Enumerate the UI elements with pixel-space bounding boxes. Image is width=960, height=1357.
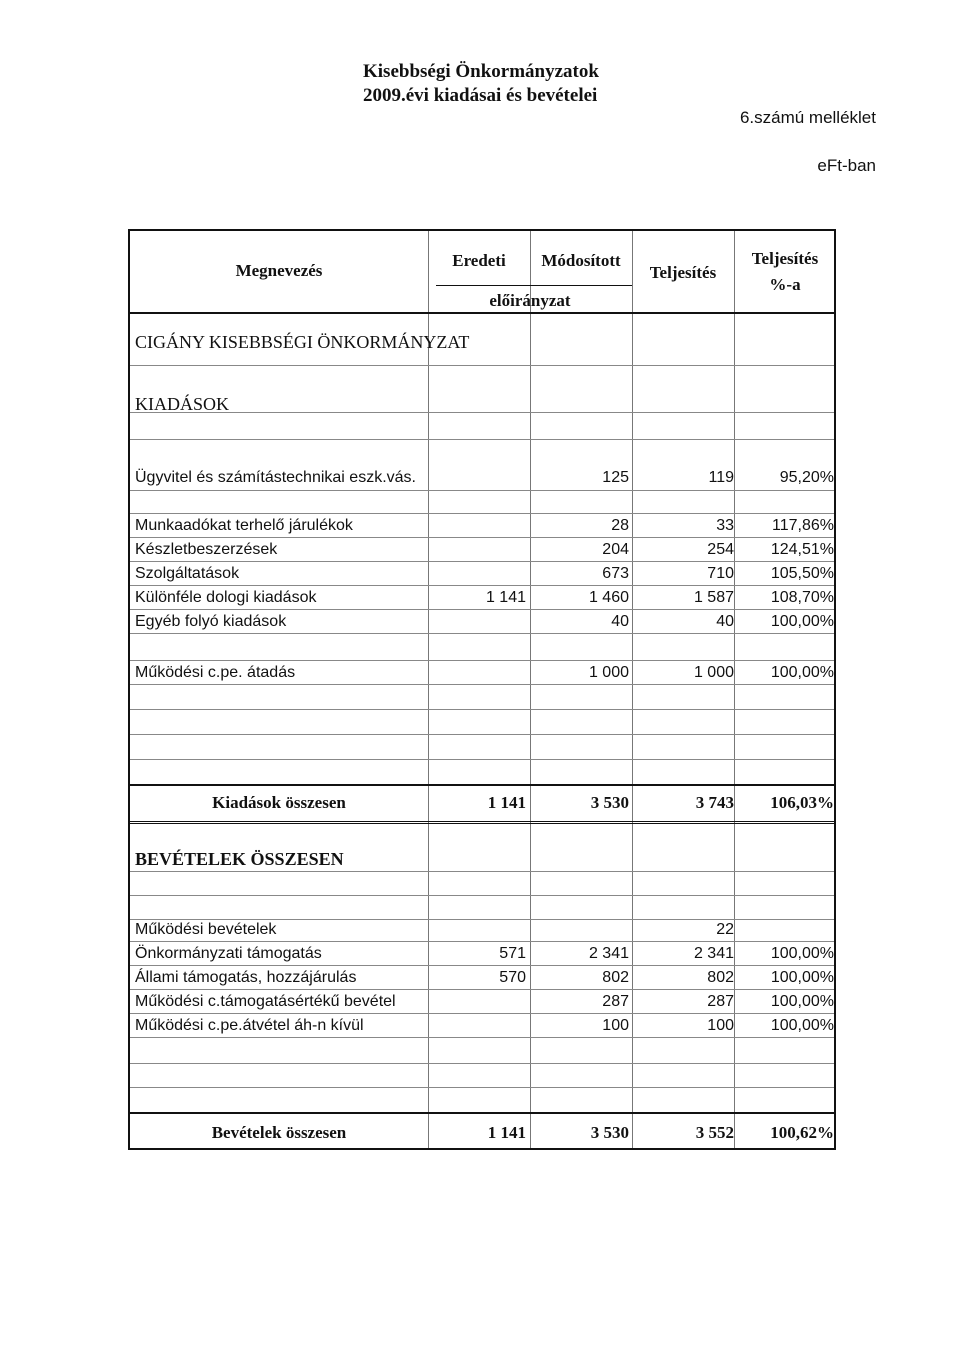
- row-rule: [130, 871, 834, 872]
- row-percent: 105,50%: [770, 565, 834, 582]
- row-label: Működési c.támogatásértékű bevétel: [135, 993, 396, 1010]
- expense-total-row: [130, 792, 834, 814]
- unit-label: eFt-ban: [817, 156, 876, 175]
- row-percent: 117,86%: [772, 517, 834, 534]
- row-actual: 40: [716, 613, 734, 630]
- row-percent: 100,00%: [770, 969, 834, 986]
- row-percent: 100,00%: [770, 613, 834, 630]
- table-row: [130, 611, 834, 633]
- section-expenses: KIADÁSOK: [135, 394, 229, 414]
- row-rule: [130, 759, 834, 760]
- table-row: [130, 539, 834, 561]
- table-row: [130, 943, 834, 965]
- row-actual: 287: [707, 993, 734, 1010]
- row-modified: 1 000: [588, 664, 629, 681]
- row-rule: [130, 1087, 834, 1088]
- total-rule-top: [130, 1112, 834, 1114]
- header-name: Megnevezés: [235, 261, 323, 280]
- row-rule: [130, 585, 834, 586]
- header-group: előirányzat: [489, 291, 571, 310]
- total-percent: 106,03%: [770, 793, 834, 812]
- row-rule: [130, 660, 834, 661]
- row-actual: 802: [707, 969, 734, 986]
- table-row: [130, 662, 834, 684]
- annex-label: 6.számú melléklet: [739, 108, 876, 127]
- row-actual: 2 341: [693, 945, 734, 962]
- row-rule: [130, 365, 834, 366]
- total-actual: 3 743: [695, 793, 734, 812]
- row-rule: [130, 709, 834, 710]
- row-actual: 1 000: [693, 664, 734, 681]
- table-row: [130, 587, 834, 609]
- row-label: Állami támogatás, hozzájárulás: [135, 969, 357, 986]
- row-modified: 204: [602, 541, 629, 558]
- total-actual: 3 552: [695, 1123, 734, 1142]
- row-rule: [130, 941, 834, 942]
- row-modified: 100: [602, 1017, 629, 1034]
- row-rule: [130, 989, 834, 990]
- header-original: Eredeti: [452, 251, 506, 270]
- header-percent-2: %-a: [769, 275, 801, 294]
- section-org: CIGÁNY KISEBBSÉGI ÖNKORMÁNYZAT: [135, 332, 470, 352]
- row-label: Működési c.pe. átadás: [135, 664, 296, 681]
- header-group-rule: [436, 285, 632, 286]
- row-actual: 100: [707, 1017, 734, 1034]
- total-rule-top: [130, 784, 834, 786]
- row-label: Működési bevételek: [135, 921, 277, 938]
- row-modified: 802: [602, 969, 629, 986]
- row-actual: 254: [707, 541, 734, 558]
- row-actual: 33: [716, 517, 734, 534]
- row-modified: 2 341: [588, 945, 629, 962]
- row-modified: 673: [602, 565, 629, 582]
- total-original: 1 141: [487, 1123, 526, 1142]
- row-rule: [130, 895, 834, 896]
- row-label: Önkormányzati támogatás: [135, 945, 322, 962]
- row-original: 1 141: [485, 589, 526, 606]
- row-percent: 124,51%: [770, 541, 834, 558]
- row-label: Egyéb folyó kiadások: [135, 613, 287, 630]
- row-rule: [130, 561, 834, 562]
- row-modified: 125: [602, 469, 629, 486]
- row-original: 570: [499, 969, 526, 986]
- row-actual: 119: [708, 469, 734, 486]
- table-row: [130, 467, 834, 489]
- row-label: Munkaadókat terhelő járulékok: [135, 517, 353, 534]
- row-percent: 100,00%: [770, 1017, 834, 1034]
- row-rule: [130, 513, 834, 514]
- header-modified: Módosított: [541, 251, 621, 270]
- row-actual: 1 587: [693, 589, 734, 606]
- header-rule: [130, 312, 834, 314]
- total-label: Bevételek összesen: [211, 1123, 347, 1142]
- row-percent: 100,00%: [770, 945, 834, 962]
- total-modified: 3 530: [590, 793, 629, 812]
- row-modified: 40: [611, 613, 629, 630]
- row-label: Ügyvitel és számítástechnikai eszk.vás.: [135, 469, 416, 486]
- table-row: [130, 1015, 834, 1037]
- row-percent: 100,00%: [770, 993, 834, 1010]
- row-rule: [130, 412, 834, 413]
- table-row: [130, 919, 834, 941]
- row-percent: 108,70%: [770, 589, 834, 606]
- row-label: Különféle dologi kiadások: [135, 589, 317, 606]
- row-modified: 287: [602, 993, 629, 1010]
- row-modified: 1 460: [588, 589, 629, 606]
- row-rule: [130, 537, 834, 538]
- budget-table: [128, 229, 836, 1150]
- document-subtitle: 2009.évi kiadásai és bevételei: [363, 85, 598, 106]
- document-title: Kisebbségi Önkormányzatok: [363, 61, 599, 82]
- table-row: [130, 967, 834, 989]
- row-rule: [130, 965, 834, 966]
- row-label: Készletbeszerzések: [135, 541, 278, 558]
- total-modified: 3 530: [590, 1123, 629, 1142]
- total-label: Kiadások összesen: [212, 793, 346, 812]
- row-rule: [130, 734, 834, 735]
- row-rule: [130, 490, 834, 491]
- header-percent-1: Teljesítés: [751, 249, 819, 268]
- row-rule: [130, 1037, 834, 1038]
- row-original: 571: [499, 945, 526, 962]
- row-rule: [130, 1013, 834, 1014]
- row-rule: [130, 439, 834, 440]
- section-revenues: BEVÉTELEK ÖSSZESEN: [135, 849, 344, 869]
- row-percent: 95,20%: [779, 469, 834, 486]
- total-rule-bottom: [130, 821, 834, 824]
- row-rule: [130, 633, 834, 634]
- row-label: Szolgáltatások: [135, 565, 240, 582]
- table-row: [130, 515, 834, 537]
- total-original: 1 141: [487, 793, 526, 812]
- row-actual: 710: [707, 565, 734, 582]
- row-modified: 28: [611, 517, 629, 534]
- total-percent: 100,62%: [770, 1123, 834, 1142]
- row-rule: [130, 1063, 834, 1064]
- row-label: Működési c.pe.átvétel áh-n kívül: [135, 1017, 364, 1034]
- table-row: [130, 563, 834, 585]
- revenue-total-row: [130, 1122, 834, 1144]
- row-actual: 22: [716, 921, 734, 938]
- table-row: [130, 991, 834, 1013]
- row-rule: [130, 684, 834, 685]
- row-percent: 100,00%: [770, 664, 834, 681]
- row-rule: [130, 609, 834, 610]
- header-actual: Teljesítés: [649, 263, 717, 282]
